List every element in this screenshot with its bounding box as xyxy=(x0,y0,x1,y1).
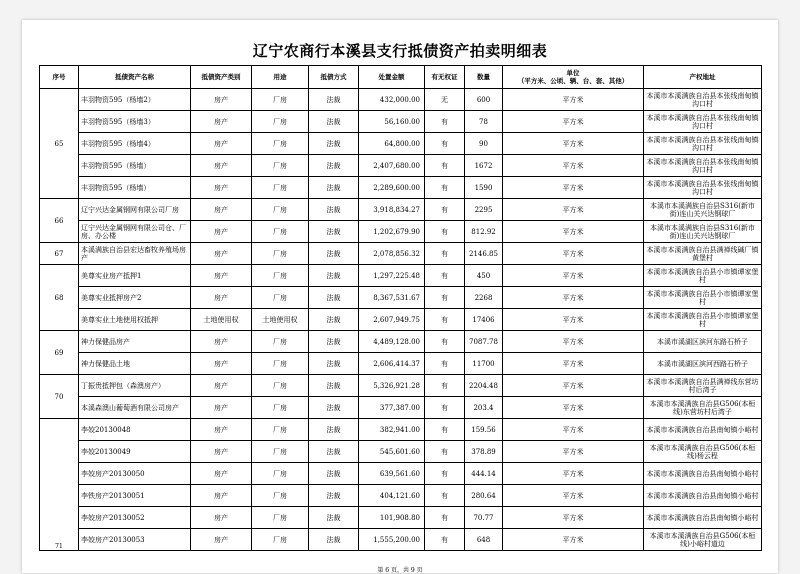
qty-cell: 2204.48 xyxy=(465,375,503,397)
category-cell: 房产 xyxy=(191,485,252,507)
table-row xyxy=(40,111,762,133)
qty-cell: 2268 xyxy=(465,287,503,309)
method-cell: 法裁 xyxy=(309,265,359,287)
unit-cell: 平方米 xyxy=(503,419,644,441)
category-cell: 房产 xyxy=(191,529,252,551)
use-cell: 厂房 xyxy=(252,375,309,397)
cert-cell: 有 xyxy=(425,199,465,221)
asset-name-cell: 丁振贵抵押包（森澳房产） xyxy=(79,375,191,397)
asset-name-cell: 丰羽物资595（杨墙） xyxy=(79,177,191,199)
address-cell: 本溪市本溪满族自治县本张线南甸镇沟口村 xyxy=(644,177,762,199)
method-cell: 法裁 xyxy=(309,353,359,375)
table-row xyxy=(40,177,762,199)
table-row xyxy=(40,287,762,309)
method-cell: 法裁 xyxy=(309,287,359,309)
seq-cell: 68 xyxy=(40,265,79,331)
use-cell: 厂房 xyxy=(252,507,309,529)
amount-cell: 1,555,200.00 xyxy=(359,529,425,551)
table-body xyxy=(40,89,762,551)
unit-cell: 平方米 xyxy=(503,265,644,287)
amount-cell: 64,800.00 xyxy=(359,133,425,155)
unit-cell: 平方米 xyxy=(503,353,644,375)
col-use: 用途 xyxy=(252,66,309,89)
use-cell: 厂房 xyxy=(252,155,309,177)
use-cell: 厂房 xyxy=(252,89,309,111)
unit-cell: 平方米 xyxy=(503,89,644,111)
use-cell: 厂房 xyxy=(252,463,309,485)
table-row xyxy=(40,419,762,441)
qty-cell: 90 xyxy=(465,133,503,155)
col-address: 产权地址 xyxy=(644,66,762,89)
use-cell: 厂房 xyxy=(252,485,309,507)
col-name: 抵债资产名称 xyxy=(79,66,191,89)
category-cell: 房产 xyxy=(191,463,252,485)
qty-cell: 7087.78 xyxy=(465,331,503,353)
amount-cell: 432,000.00 xyxy=(359,89,425,111)
amount-cell: 5,326,921.28 xyxy=(359,375,425,397)
unit-cell: 平方米 xyxy=(503,199,644,221)
method-cell: 法裁 xyxy=(309,89,359,111)
use-cell: 厂房 xyxy=(252,529,309,551)
address-cell: 本溪市本溪满族自治县G506(本桓线)东营坊村后湾子 xyxy=(644,397,762,419)
amount-cell: 1,297,225.48 xyxy=(359,265,425,287)
address-cell: 本溪市溪湖区滨河东路石桥子 xyxy=(644,331,762,353)
col-unit-line1: 单位 xyxy=(566,69,580,77)
use-cell: 厂房 xyxy=(252,111,309,133)
table-row xyxy=(40,463,762,485)
unit-cell: 平方米 xyxy=(503,529,644,551)
qty-cell: 600 xyxy=(465,89,503,111)
amount-cell: 2,407,680.00 xyxy=(359,155,425,177)
method-cell: 法裁 xyxy=(309,221,359,243)
method-cell: 法裁 xyxy=(309,529,359,551)
unit-cell: 平方米 xyxy=(503,441,644,463)
asset-name-cell: 神力保健品土地 xyxy=(79,353,191,375)
cert-cell: 有 xyxy=(425,485,465,507)
cert-cell: 有 xyxy=(425,441,465,463)
use-cell: 厂房 xyxy=(252,287,309,309)
category-cell: 房产 xyxy=(191,507,252,529)
cert-cell: 有 xyxy=(425,287,465,309)
qty-cell: 450 xyxy=(465,265,503,287)
cert-cell: 有 xyxy=(425,529,465,551)
asset-auction-table xyxy=(39,65,762,551)
qty-cell: 444.14 xyxy=(465,463,503,485)
document-title: 辽宁农商行本溪县支行抵债资产拍卖明细表 xyxy=(252,42,548,60)
asset-name-cell: 本溪满族自治县宏达畜牧养殖场房产 xyxy=(79,243,191,265)
category-cell: 房产 xyxy=(191,199,252,221)
asset-name-cell: 丰羽物资595（杨墙2） xyxy=(79,89,191,111)
method-cell: 法裁 xyxy=(309,463,359,485)
amount-cell: 2,289,600.00 xyxy=(359,177,425,199)
qty-cell: 78 xyxy=(465,111,503,133)
amount-cell: 377,387.00 xyxy=(359,397,425,419)
address-cell: 本溪市本溪满族自治县南甸镇小峪村 xyxy=(644,463,762,485)
use-cell: 厂房 xyxy=(252,419,309,441)
category-cell: 房产 xyxy=(191,441,252,463)
address-cell: 本溪市本溪满族自治县本张线南甸镇沟口村 xyxy=(644,133,762,155)
asset-name-cell: 李姣房产20130053 xyxy=(79,529,191,551)
unit-cell: 平方米 xyxy=(503,287,644,309)
category-cell: 土地使用权 xyxy=(191,309,252,331)
seq-cell: 70 xyxy=(40,375,79,419)
col-seq: 序号 xyxy=(40,66,79,89)
qty-cell: 1672 xyxy=(465,155,503,177)
amount-cell: 1,202,679.90 xyxy=(359,221,425,243)
amount-cell: 382,941.00 xyxy=(359,419,425,441)
use-cell: 厂房 xyxy=(252,265,309,287)
use-cell: 厂房 xyxy=(252,199,309,221)
amount-cell: 101,908.80 xyxy=(359,507,425,529)
asset-name-cell: 神力保健品房产 xyxy=(79,331,191,353)
table-row xyxy=(40,243,762,265)
cert-cell: 有 xyxy=(425,331,465,353)
method-cell: 法裁 xyxy=(309,243,359,265)
category-cell: 房产 xyxy=(191,287,252,309)
category-cell: 房产 xyxy=(191,155,252,177)
cert-cell: 无 xyxy=(425,89,465,111)
qty-cell: 378.89 xyxy=(465,441,503,463)
cert-cell: 有 xyxy=(425,177,465,199)
table-row xyxy=(40,265,762,287)
table-row xyxy=(40,221,762,243)
qty-cell: 2295 xyxy=(465,199,503,221)
col-qty: 数量 xyxy=(465,66,503,89)
cert-cell: 有 xyxy=(425,375,465,397)
use-cell: 厂房 xyxy=(252,331,309,353)
cert-cell: 有 xyxy=(425,111,465,133)
address-cell: 本溪市本溪满族自治县南甸镇小峪村 xyxy=(644,485,762,507)
amount-cell: 639,561.60 xyxy=(359,463,425,485)
table-row xyxy=(40,375,762,397)
qty-cell: 159.56 xyxy=(465,419,503,441)
unit-cell: 平方米 xyxy=(503,221,644,243)
method-cell: 法裁 xyxy=(309,485,359,507)
method-cell: 法裁 xyxy=(309,133,359,155)
category-cell: 房产 xyxy=(191,375,252,397)
method-cell: 法裁 xyxy=(309,111,359,133)
header-row xyxy=(40,66,762,89)
method-cell: 法裁 xyxy=(309,309,359,331)
col-unit xyxy=(503,66,644,89)
amount-cell: 4,489,128.00 xyxy=(359,331,425,353)
address-cell: 本溪市本溪满族自治县南甸镇小峪村 xyxy=(644,507,762,529)
address-cell: 本溪市本溪满族自治县满禅线碱厂镇黄堡村 xyxy=(644,243,762,265)
method-cell: 法裁 xyxy=(309,397,359,419)
qty-cell: 17406 xyxy=(465,309,503,331)
unit-cell: 平方米 xyxy=(503,463,644,485)
method-cell: 法裁 xyxy=(309,199,359,221)
table-row xyxy=(40,529,762,551)
unit-cell: 平方米 xyxy=(503,507,644,529)
amount-cell: 404,121.60 xyxy=(359,485,425,507)
document-page xyxy=(22,20,778,573)
seq-cell: 69 xyxy=(40,331,79,375)
use-cell: 厂房 xyxy=(252,221,309,243)
table-row xyxy=(40,199,762,221)
cert-cell: 有 xyxy=(425,309,465,331)
page-footer: 第 6 页，共 9 页 xyxy=(377,567,423,574)
asset-name-cell: 李姣房产20130050 xyxy=(79,463,191,485)
cert-cell: 有 xyxy=(425,265,465,287)
category-cell: 房产 xyxy=(191,111,252,133)
amount-cell: 2,606,414.37 xyxy=(359,353,425,375)
amount-cell: 56,160.00 xyxy=(359,111,425,133)
address-cell: 本溪市本溪满族自治县满禅线东营坊村后湾子 xyxy=(644,375,762,397)
category-cell: 房产 xyxy=(191,265,252,287)
col-unit-line2: （平方米、公顷、辆、台、套、其他） xyxy=(517,77,629,85)
table-row xyxy=(40,133,762,155)
unit-cell: 平方米 xyxy=(503,133,644,155)
asset-name-cell: 辽宁兴达金属钢网有限公司厂房 xyxy=(79,199,191,221)
asset-name-cell: 丰羽物资595（杨墙3） xyxy=(79,111,191,133)
category-cell: 房产 xyxy=(191,89,252,111)
asset-name-cell: 李铁房产20130051 xyxy=(79,485,191,507)
unit-cell: 平方米 xyxy=(503,485,644,507)
qty-cell: 280.64 xyxy=(465,485,503,507)
table-row xyxy=(40,507,762,529)
category-cell: 房产 xyxy=(191,243,252,265)
table-row xyxy=(40,155,762,177)
col-category: 抵债资产类别 xyxy=(191,66,252,89)
cert-cell: 有 xyxy=(425,243,465,265)
method-cell: 法裁 xyxy=(309,331,359,353)
seq-cell: 67 xyxy=(40,243,79,265)
method-cell: 法裁 xyxy=(309,441,359,463)
method-cell: 法裁 xyxy=(309,507,359,529)
amount-cell: 3,918,834.27 xyxy=(359,199,425,221)
cert-cell: 有 xyxy=(425,155,465,177)
address-cell: 本溪市本溪满族自治县小市镇谭家堡村 xyxy=(644,265,762,287)
address-cell: 本溪市本溪满族自治县小市镇谭家堡村 xyxy=(644,309,762,331)
unit-cell: 平方米 xyxy=(503,111,644,133)
qty-cell: 11700 xyxy=(465,353,503,375)
address-cell: 本溪市本溪满族自治县本张线南甸镇沟口村 xyxy=(644,89,762,111)
asset-name-cell: 李姣20130049 xyxy=(79,441,191,463)
use-cell: 土地使用权 xyxy=(252,309,309,331)
cert-cell: 有 xyxy=(425,419,465,441)
seq-cell: 66 xyxy=(40,199,79,243)
category-cell: 房产 xyxy=(191,133,252,155)
cert-cell: 有 xyxy=(425,507,465,529)
category-cell: 房产 xyxy=(191,353,252,375)
unit-cell: 平方米 xyxy=(503,177,644,199)
address-cell: 本溪市本溪满族自治县小市镇谭家堡村 xyxy=(644,287,762,309)
category-cell: 房产 xyxy=(191,419,252,441)
unit-cell: 平方米 xyxy=(503,331,644,353)
table-row xyxy=(40,485,762,507)
qty-cell: 812.92 xyxy=(465,221,503,243)
unit-cell: 平方米 xyxy=(503,375,644,397)
address-cell: 本溪市本溪满族自治县本张线南甸镇沟口村 xyxy=(644,111,762,133)
seq-cell: 65 xyxy=(40,89,79,199)
asset-name-cell: 本溪森澳山葡萄酒有限公司房产 xyxy=(79,397,191,419)
asset-name-cell: 丰羽物资595（杨墙） xyxy=(79,155,191,177)
qty-cell: 648 xyxy=(465,529,503,551)
category-cell: 房产 xyxy=(191,397,252,419)
table-row xyxy=(40,441,762,463)
asset-name-cell: 辽宁兴达金属钢网有限公司仓、厂房、办公楼 xyxy=(79,221,191,243)
unit-cell: 平方米 xyxy=(503,397,644,419)
use-cell: 厂房 xyxy=(252,441,309,463)
asset-name-cell: 美尊实业土地使用权抵押 xyxy=(79,309,191,331)
cert-cell: 有 xyxy=(425,221,465,243)
asset-name-cell: 丰羽物资595（杨墙4） xyxy=(79,133,191,155)
address-cell: 本溪市本溪满族自治县S316(新市街)连山关兴达钢球厂 xyxy=(644,221,762,243)
qty-cell: 1590 xyxy=(465,177,503,199)
cert-cell: 有 xyxy=(425,463,465,485)
col-amount: 处置金额 xyxy=(359,66,425,89)
amount-cell: 2,078,856.32 xyxy=(359,243,425,265)
seq-cell: 71 xyxy=(40,419,79,551)
use-cell: 厂房 xyxy=(252,353,309,375)
table-row xyxy=(40,397,762,419)
address-cell: 本溪市本溪满族自治县S316(新市街)连山关兴达钢球厂 xyxy=(644,199,762,221)
cert-cell: 有 xyxy=(425,133,465,155)
address-cell: 本溪市本溪满族自治县本张线南甸镇沟口村 xyxy=(644,155,762,177)
qty-cell: 203.4 xyxy=(465,397,503,419)
asset-name-cell: 美尊实业房产抵押1 xyxy=(79,265,191,287)
cert-cell: 有 xyxy=(425,397,465,419)
unit-cell: 平方米 xyxy=(503,243,644,265)
asset-name-cell: 李姣房产20130052 xyxy=(79,507,191,529)
amount-cell: 2,607,949.75 xyxy=(359,309,425,331)
col-cert: 有无权证 xyxy=(425,66,465,89)
category-cell: 房产 xyxy=(191,221,252,243)
amount-cell: 545,601.60 xyxy=(359,441,425,463)
table-row xyxy=(40,331,762,353)
qty-cell: 70.77 xyxy=(465,507,503,529)
asset-name-cell: 李姣20130048 xyxy=(79,419,191,441)
address-cell: 本溪市本溪满族自治县南甸镇小峪村 xyxy=(644,419,762,441)
address-cell: 本溪市本溪满族自治县G506(本桓线)杨云程 xyxy=(644,441,762,463)
amount-cell: 8,367,531.67 xyxy=(359,287,425,309)
asset-name-cell: 美尊实业抵押房产2 xyxy=(79,287,191,309)
table-row xyxy=(40,309,762,331)
cert-cell: 有 xyxy=(425,353,465,375)
method-cell: 法裁 xyxy=(309,177,359,199)
use-cell: 厂房 xyxy=(252,397,309,419)
category-cell: 房产 xyxy=(191,177,252,199)
table-row xyxy=(40,89,762,111)
use-cell: 厂房 xyxy=(252,177,309,199)
col-method: 抵债方式 xyxy=(309,66,359,89)
address-cell: 本溪市溪湖区滨河西路石桥子 xyxy=(644,353,762,375)
method-cell: 法裁 xyxy=(309,375,359,397)
use-cell: 厂房 xyxy=(252,243,309,265)
category-cell: 房产 xyxy=(191,331,252,353)
unit-cell: 平方米 xyxy=(503,155,644,177)
address-cell: 本溪市本溪满族自治县G506(本桓线)小峪村道边 xyxy=(644,529,762,551)
use-cell: 厂房 xyxy=(252,133,309,155)
qty-cell: 2146.85 xyxy=(465,243,503,265)
method-cell: 法裁 xyxy=(309,155,359,177)
unit-cell: 平方米 xyxy=(503,309,644,331)
method-cell: 法裁 xyxy=(309,419,359,441)
table-row xyxy=(40,353,762,375)
